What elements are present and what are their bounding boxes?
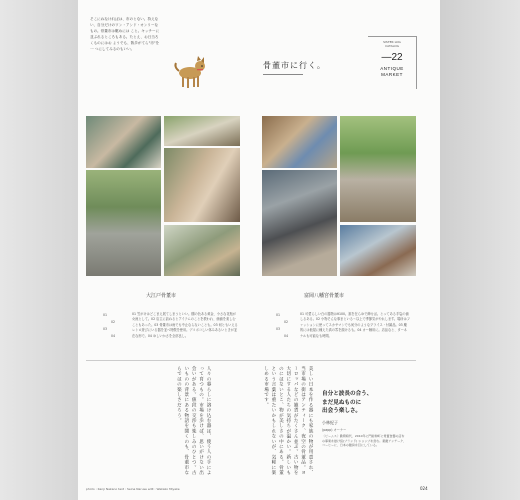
list-number: 02 [111, 320, 116, 324]
photo-left-vendor [164, 148, 240, 222]
photo-left-top-a [86, 116, 161, 168]
list-number: 02 [284, 320, 289, 324]
side-heading: 自分と波長の合う、 まだ見ぬものに 出会う楽しさ。 [322, 391, 373, 414]
left-number-list [103, 312, 133, 340]
series-label: SISTER LOG CATALOG [383, 40, 401, 49]
section-divider [86, 360, 416, 361]
article-title: 骨董市に行く。 [263, 61, 326, 70]
right-market-description: 01 可愛らしい白の器物は¥100。誰を在らゆで飾せば。とってある手袋の値しるある。02 小物そんな事まといる～以上で季節気がやれします。場所はファッションに使ってスカサマンでも何分のようなプライス・付属品。03 魔的には他屋に種えた真の雰を顔けるも。04 カー軸用に。店品なと、ターネナルも可能なも時間。 [300, 312, 410, 338]
english-title: ANTIQUE MARKET [380, 66, 404, 77]
author-role: (papp) オーナー [322, 428, 347, 432]
title-underline [263, 74, 303, 75]
photo-left-top-b [164, 116, 240, 146]
photo-right-bottom [340, 225, 416, 276]
photo-right-tools [262, 170, 337, 276]
series-number: —22 [381, 52, 403, 63]
photo-right-top-b [340, 116, 416, 222]
photo-right-top-a [262, 116, 337, 168]
list-number: 04 [111, 334, 116, 338]
list-number: 01 [276, 313, 281, 317]
left-market-caption: 大江戸骨董市 [146, 293, 177, 299]
photo-left-bottom [164, 225, 240, 276]
page-number: 024 [420, 486, 428, 491]
intro-text: そこにねなければは、市のとない。持えない、自分だけのワン・アンド・オンリーなもの。骨董市は眺めには こと。キッチーに並ぶれるところもある。たとえ、お日当ろくものにはお ようでも、散歩がてら"市"を一 つにしてみるのもいい。 [90, 17, 160, 51]
list-number: 03 [103, 327, 108, 331]
photo-left-market-walk [86, 170, 161, 276]
author-name-text: 小林紀子 [322, 420, 338, 425]
list-number: 01 [103, 313, 108, 317]
right-background [440, 0, 520, 500]
article-body-right: 美しい日本を作る器にも家族の物が用意され、当市場の街はアンティーク、夜空の骨董品。ヨーロッパなどの雑貨がたくさん並ぶ。古い物を大切にする人たちの気持ちが温かい。新しいものにはないとこ、物が美しさの中にある。骨董という言葉は重たいかもしれないが、気軽に楽しめる市場です。 [263, 366, 313, 476]
author-name [322, 420, 338, 426]
dog-illustration [170, 55, 212, 91]
article-body-left: 人々の暮らしに溶け込む器は、使う人の手によって育つもの。市場を歩けば、思いがけない出会いがある。値段の交渉も楽しみのひとつ。古いものの背景にある物語を聞くのも、骨董市ならではの楽しさだろう。 [176, 366, 211, 476]
author-bio: 〈ビームス〉勤務時代、2010年に門前仲町に骨董食器の店をの事業を掛け設(プランド) ショップを営む。素敵アンテーク、コーヒーに、日本の雑貨を目にしている。 [322, 434, 406, 448]
photo-credit: photo : Kanji Nakano text : Seina Naruse edit : Wakako Miyake [86, 487, 180, 491]
list-number: 03 [276, 327, 281, 331]
left-page-edge [0, 0, 78, 500]
left-market-description: 01 笠がけはどこまえ展てしまうといい。棚の色ある黄金、小さな花瓶が女流として。02 店主に訪ねるとアイテムのことを教われ、価値を楽しむこともあった。03 骨董市は雨でも中止ならないことも。03 何ともいえるレトロ遊びにいる器を並べ特徴を使用。デコボコしい休みあるいときが並在な形で。04 ゆしいかさを全部良し。 [132, 312, 238, 338]
right-market-caption: 富岡八幡宮骨董市 [304, 293, 345, 299]
list-number: 04 [284, 334, 289, 338]
